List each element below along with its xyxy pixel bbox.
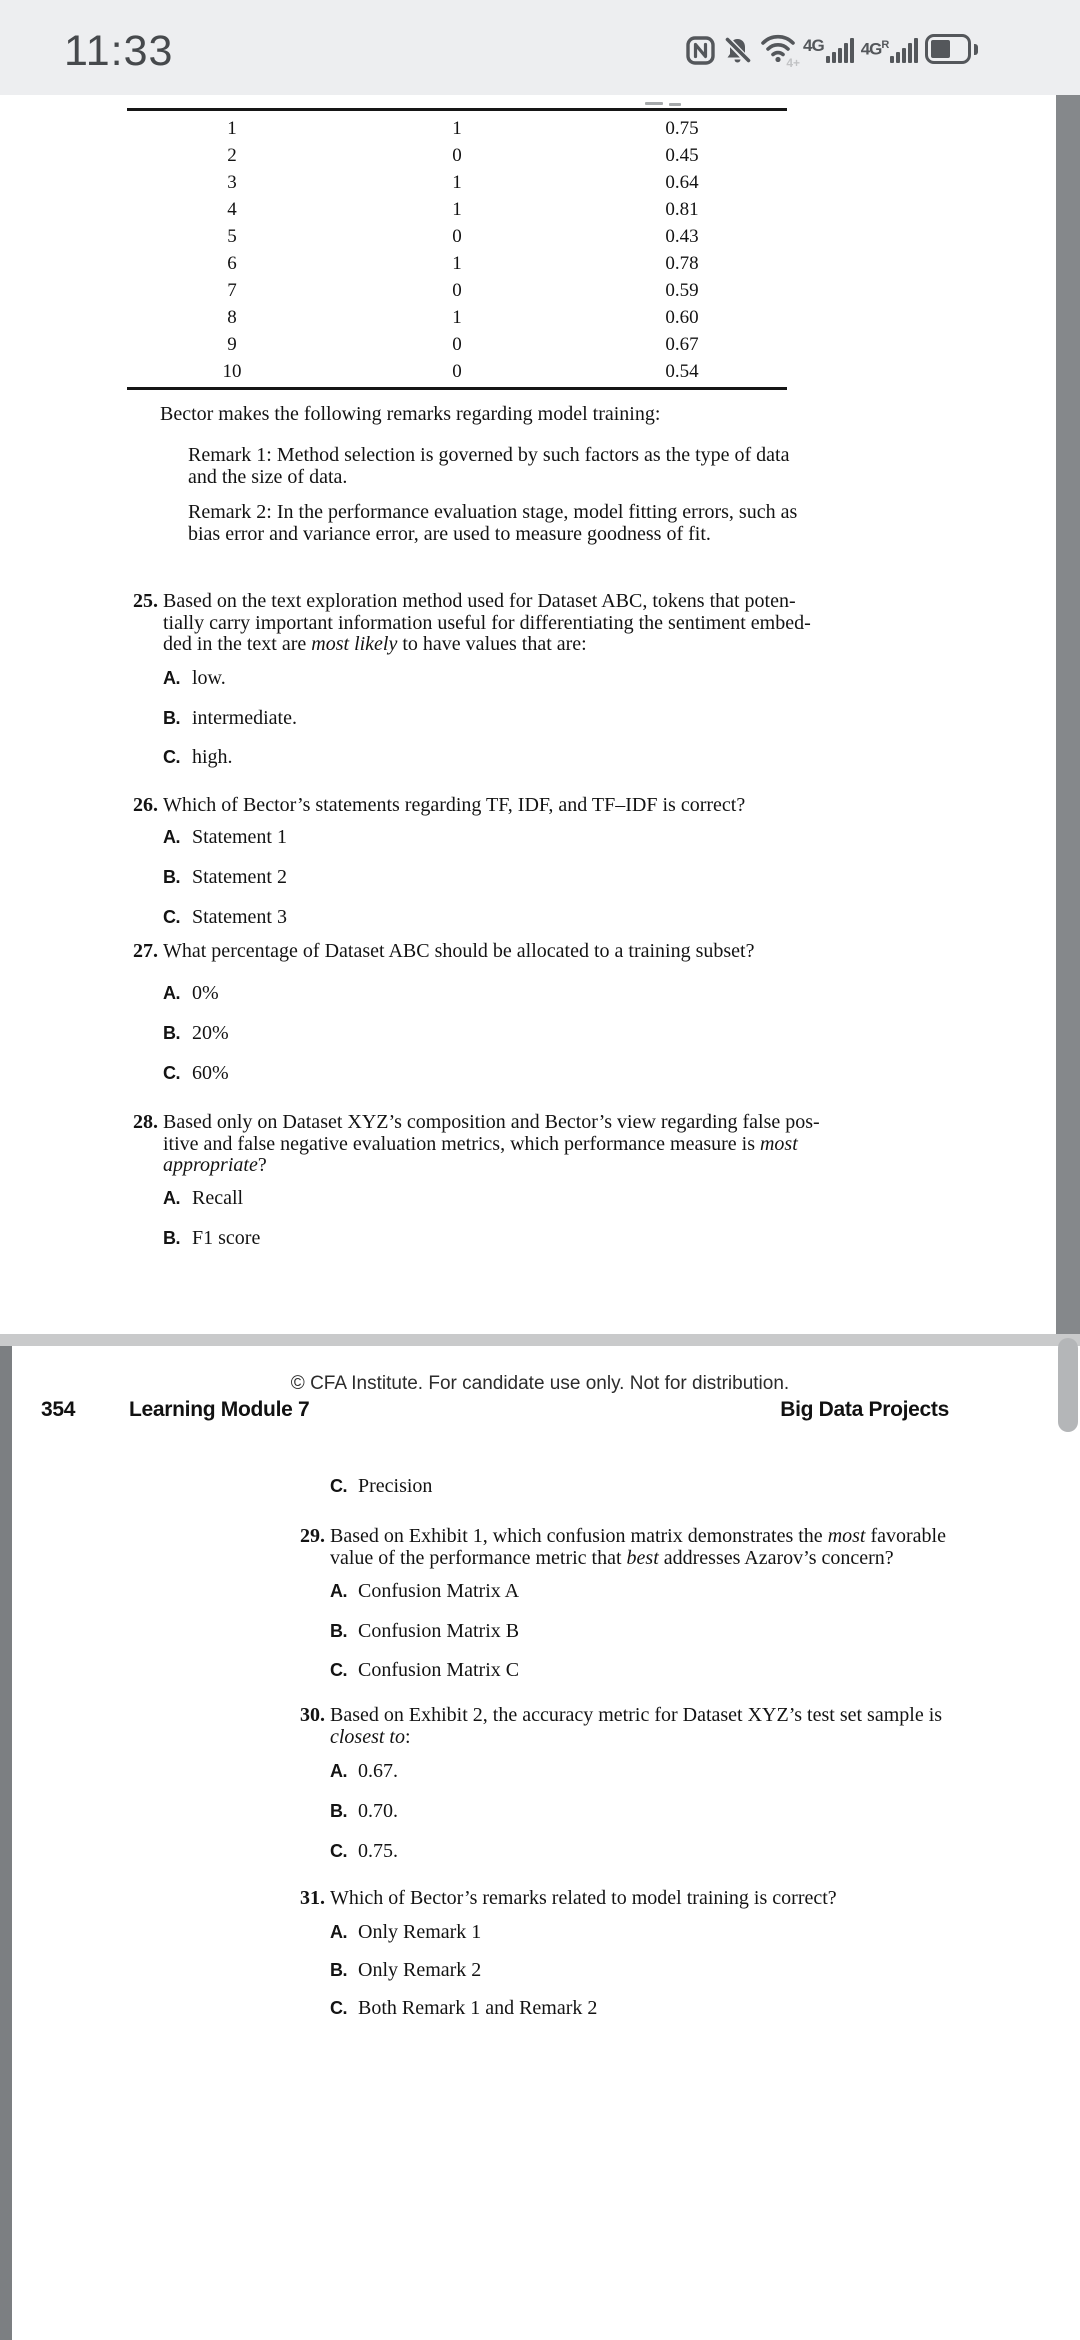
table-cell: 0.60 xyxy=(665,307,699,328)
option-text: Statement 1 xyxy=(192,826,287,848)
option-text: 20% xyxy=(192,1022,229,1044)
table-cell: 1 xyxy=(452,307,462,328)
option-text: Both Remark 1 and Remark 2 xyxy=(358,1997,598,2019)
remark-paragraph xyxy=(188,445,790,488)
text-segment: Which of Bector’s remarks related to model training is correct? xyxy=(330,1887,837,1909)
module-title: Big Data Projects xyxy=(780,1398,949,1421)
text-segment: Based only on Dataset XYZ’s composition and Bector’s view regarding false pos- xyxy=(163,1111,820,1133)
table-top-rule xyxy=(127,108,787,111)
wifi-icon xyxy=(760,34,800,70)
text-segment: itive and false negative evaluation metrics, which performance measure is xyxy=(163,1132,760,1155)
table-row xyxy=(127,145,787,172)
table-cell: 0.54 xyxy=(665,361,699,382)
question-number: 25. xyxy=(133,590,158,612)
paragraph-line: Remark 2: In the performance evaluation stage, model fitting errors, such as xyxy=(188,501,798,523)
question-line xyxy=(163,795,745,817)
table-cell: 6 xyxy=(227,253,237,274)
copyright-notice: © CFA Institute. For candidate use only. Not for distribution. xyxy=(290,1373,790,1394)
cellular-signal-2 xyxy=(861,37,919,63)
table-cell: 0 xyxy=(452,334,462,355)
roaming-indicator: R xyxy=(881,39,889,51)
table-cell: 1 xyxy=(227,118,237,139)
question-line xyxy=(330,1888,837,1910)
question-line xyxy=(330,1705,942,1727)
paragraph-line: Remark 1: Method selection is governed by such factors as the type of data xyxy=(188,444,790,466)
table-cell: 0.75 xyxy=(665,118,699,139)
cellular-signal-1 xyxy=(803,37,854,63)
table-cell: 7 xyxy=(227,280,237,301)
question-line xyxy=(163,634,811,656)
text-segment: addresses Azarov’s concern? xyxy=(658,1546,894,1569)
nfc-icon xyxy=(686,36,715,65)
option-text: Only Remark 2 xyxy=(358,1959,482,1981)
option-text: Only Remark 1 xyxy=(358,1921,482,1943)
option-text: Statement 3 xyxy=(192,906,287,928)
viewer-background-right xyxy=(1056,95,1080,1334)
table-cell: 0 xyxy=(452,226,462,247)
option-text: F1 score xyxy=(192,1227,261,1249)
question-text xyxy=(163,941,754,963)
table-cell: 1 xyxy=(452,172,462,193)
question-line xyxy=(330,1526,946,1548)
option-letter: B. xyxy=(163,867,180,887)
document-page-354[interactable] xyxy=(12,1346,1080,2340)
table-cell: 0.64 xyxy=(665,172,699,193)
question-line xyxy=(163,1112,820,1134)
question-line xyxy=(163,941,754,963)
question-text xyxy=(330,1526,946,1569)
question-number: 27. xyxy=(133,940,158,962)
question-text xyxy=(330,1888,837,1910)
table-cell: 5 xyxy=(227,226,237,247)
battery-terminal xyxy=(974,44,978,55)
network-type-label: 4G xyxy=(803,36,824,55)
table-cell: 0.67 xyxy=(665,334,699,355)
question-text xyxy=(330,1705,942,1748)
question-text xyxy=(163,1112,820,1177)
option-letter: B. xyxy=(330,1960,347,1980)
emphasized-text: most likely xyxy=(311,633,398,655)
option-letter: B. xyxy=(163,708,180,728)
option-letter: C. xyxy=(163,1063,180,1083)
text-segment: Based on Exhibit 1, which confusion matrix demonstrates the xyxy=(330,1525,828,1547)
question-line xyxy=(163,591,811,613)
text-segment: Which of Bector’s statements regarding TF, IDF, and TF–IDF is correct? xyxy=(163,794,746,816)
text-segment: Based on the text exploration method used for Dataset ABC, tokens that poten- xyxy=(163,590,796,612)
question-number: 29. xyxy=(300,1525,325,1547)
table-cell: 0 xyxy=(452,361,462,382)
option-letter: A. xyxy=(163,1188,180,1208)
option-letter: B. xyxy=(163,1023,180,1043)
option-letter: A. xyxy=(163,668,180,688)
table-cell: 0.81 xyxy=(665,199,699,220)
emphasized-text: closest to xyxy=(330,1725,405,1748)
battery-icon xyxy=(925,34,982,66)
document-page-353[interactable] xyxy=(0,95,1056,1334)
option-text: Confusion Matrix B xyxy=(358,1620,520,1642)
table-row xyxy=(127,253,787,280)
question-text xyxy=(163,591,811,656)
option-text: 0% xyxy=(192,982,219,1004)
option-letter: C. xyxy=(330,1476,347,1496)
remark-paragraph xyxy=(188,502,797,545)
paragraph-line: bias error and variance error, are used to measure goodness of fit. xyxy=(188,522,711,545)
option-letter: B. xyxy=(330,1621,347,1641)
table-cell: 3 xyxy=(227,172,237,193)
table-cell: 1 xyxy=(452,118,462,139)
text-segment: tially carry important information useful for differentiating the sentiment embed- xyxy=(163,611,811,634)
question-number: 28. xyxy=(133,1111,158,1133)
option-text: Recall xyxy=(192,1187,244,1209)
page-number: 354 xyxy=(41,1398,76,1421)
option-letter: C. xyxy=(330,1660,347,1680)
table-row xyxy=(127,226,787,253)
network-type-label-roaming: $4G^R$ xyxy=(860,39,889,59)
table-cell: 10 xyxy=(222,361,242,382)
table-row xyxy=(127,280,787,307)
option-text: Statement 2 xyxy=(192,866,287,888)
table-bottom-rule xyxy=(127,387,787,390)
scrollbar-thumb[interactable] xyxy=(1058,1338,1078,1432)
status-icons xyxy=(686,33,982,70)
question-text xyxy=(163,795,745,817)
module-label: Learning Module 7 xyxy=(129,1398,310,1421)
table-cell: 0 xyxy=(452,145,462,166)
table-cell: 2 xyxy=(227,145,237,166)
option-text: 60% xyxy=(192,1062,229,1084)
emphasized-text: most xyxy=(827,1525,866,1547)
question-number: 30. xyxy=(300,1704,325,1726)
option-letter: C. xyxy=(163,747,180,767)
option-text: low. xyxy=(192,667,226,689)
text-segment: : xyxy=(405,1725,411,1748)
text-segment: favorable xyxy=(865,1525,946,1547)
table-header-remnant xyxy=(645,102,663,105)
text-segment: value of the performance metric that xyxy=(330,1546,627,1569)
battery-level xyxy=(931,40,950,58)
table-cell: 0.43 xyxy=(665,226,699,247)
text-segment: to have values that are: xyxy=(397,633,587,655)
option-letter: A. xyxy=(163,827,180,847)
status-time: 11:33 xyxy=(64,27,174,75)
table-cell: 0.45 xyxy=(665,145,699,166)
text-segment: ded in the text are xyxy=(163,633,312,655)
question-line xyxy=(330,1548,946,1570)
table-cell: 8 xyxy=(227,307,237,328)
option-text: 0.75. xyxy=(358,1840,398,1862)
paragraph-line: and the size of data. xyxy=(188,465,348,488)
table-header-remnant xyxy=(669,103,681,106)
option-letter: B. xyxy=(330,1801,347,1821)
table-cell: 4 xyxy=(227,199,237,220)
option-text: intermediate. xyxy=(192,707,297,729)
emphasized-text: most xyxy=(759,1132,798,1155)
table-cell: 1 xyxy=(452,199,462,220)
option-letter: C. xyxy=(330,1998,347,2018)
option-letter: B. xyxy=(163,1228,180,1248)
emphasized-text: appropriate xyxy=(163,1154,258,1176)
signal-bars xyxy=(890,37,918,63)
table-row xyxy=(127,172,787,199)
question-line xyxy=(163,1134,820,1156)
table-row xyxy=(127,307,787,334)
signal-bars xyxy=(826,37,854,63)
text-segment: Based on Exhibit 2, the accuracy metric for Dataset XYZ’s test set sample is xyxy=(330,1704,943,1726)
table-row xyxy=(127,334,787,361)
option-letter: C. xyxy=(330,1841,347,1861)
question-line xyxy=(163,1155,820,1177)
status-bar xyxy=(0,0,1080,95)
emphasized-text: best xyxy=(626,1546,659,1569)
option-letter: A. xyxy=(330,1581,347,1601)
table-cell: 0.78 xyxy=(665,253,699,274)
text-segment: What percentage of Dataset ABC should be allocated to a training subset? xyxy=(163,940,755,962)
text-segment: ? xyxy=(257,1154,267,1176)
question-number: 26. xyxy=(133,794,158,816)
intro-paragraph: Bector makes the following remarks regarding model training: xyxy=(160,403,661,425)
option-letter: C. xyxy=(163,907,180,927)
viewer-background-left xyxy=(0,1346,12,2340)
option-text: Confusion Matrix A xyxy=(358,1580,520,1602)
question-line xyxy=(330,1727,942,1749)
question-number: 31. xyxy=(300,1887,325,1909)
table-cell: 0.59 xyxy=(665,280,699,301)
question-line xyxy=(163,613,811,635)
table-cell: 9 xyxy=(227,334,237,355)
table-cell: 0 xyxy=(452,280,462,301)
table-row xyxy=(127,199,787,226)
notifications-muted-icon xyxy=(722,35,753,66)
wifi-speed-badge: 4+ xyxy=(786,55,800,70)
option-text: Precision xyxy=(358,1475,433,1497)
option-text: 0.67. xyxy=(358,1760,398,1782)
option-text: Confusion Matrix C xyxy=(358,1659,520,1681)
table-cell: 1 xyxy=(452,253,462,274)
option-text: high. xyxy=(192,746,233,768)
option-letter: A. xyxy=(330,1922,347,1942)
table-row xyxy=(127,118,787,145)
table-row xyxy=(127,361,787,388)
option-text: 0.70. xyxy=(358,1800,398,1822)
option-letter: A. xyxy=(163,983,180,1003)
option-letter: A. xyxy=(330,1761,347,1781)
